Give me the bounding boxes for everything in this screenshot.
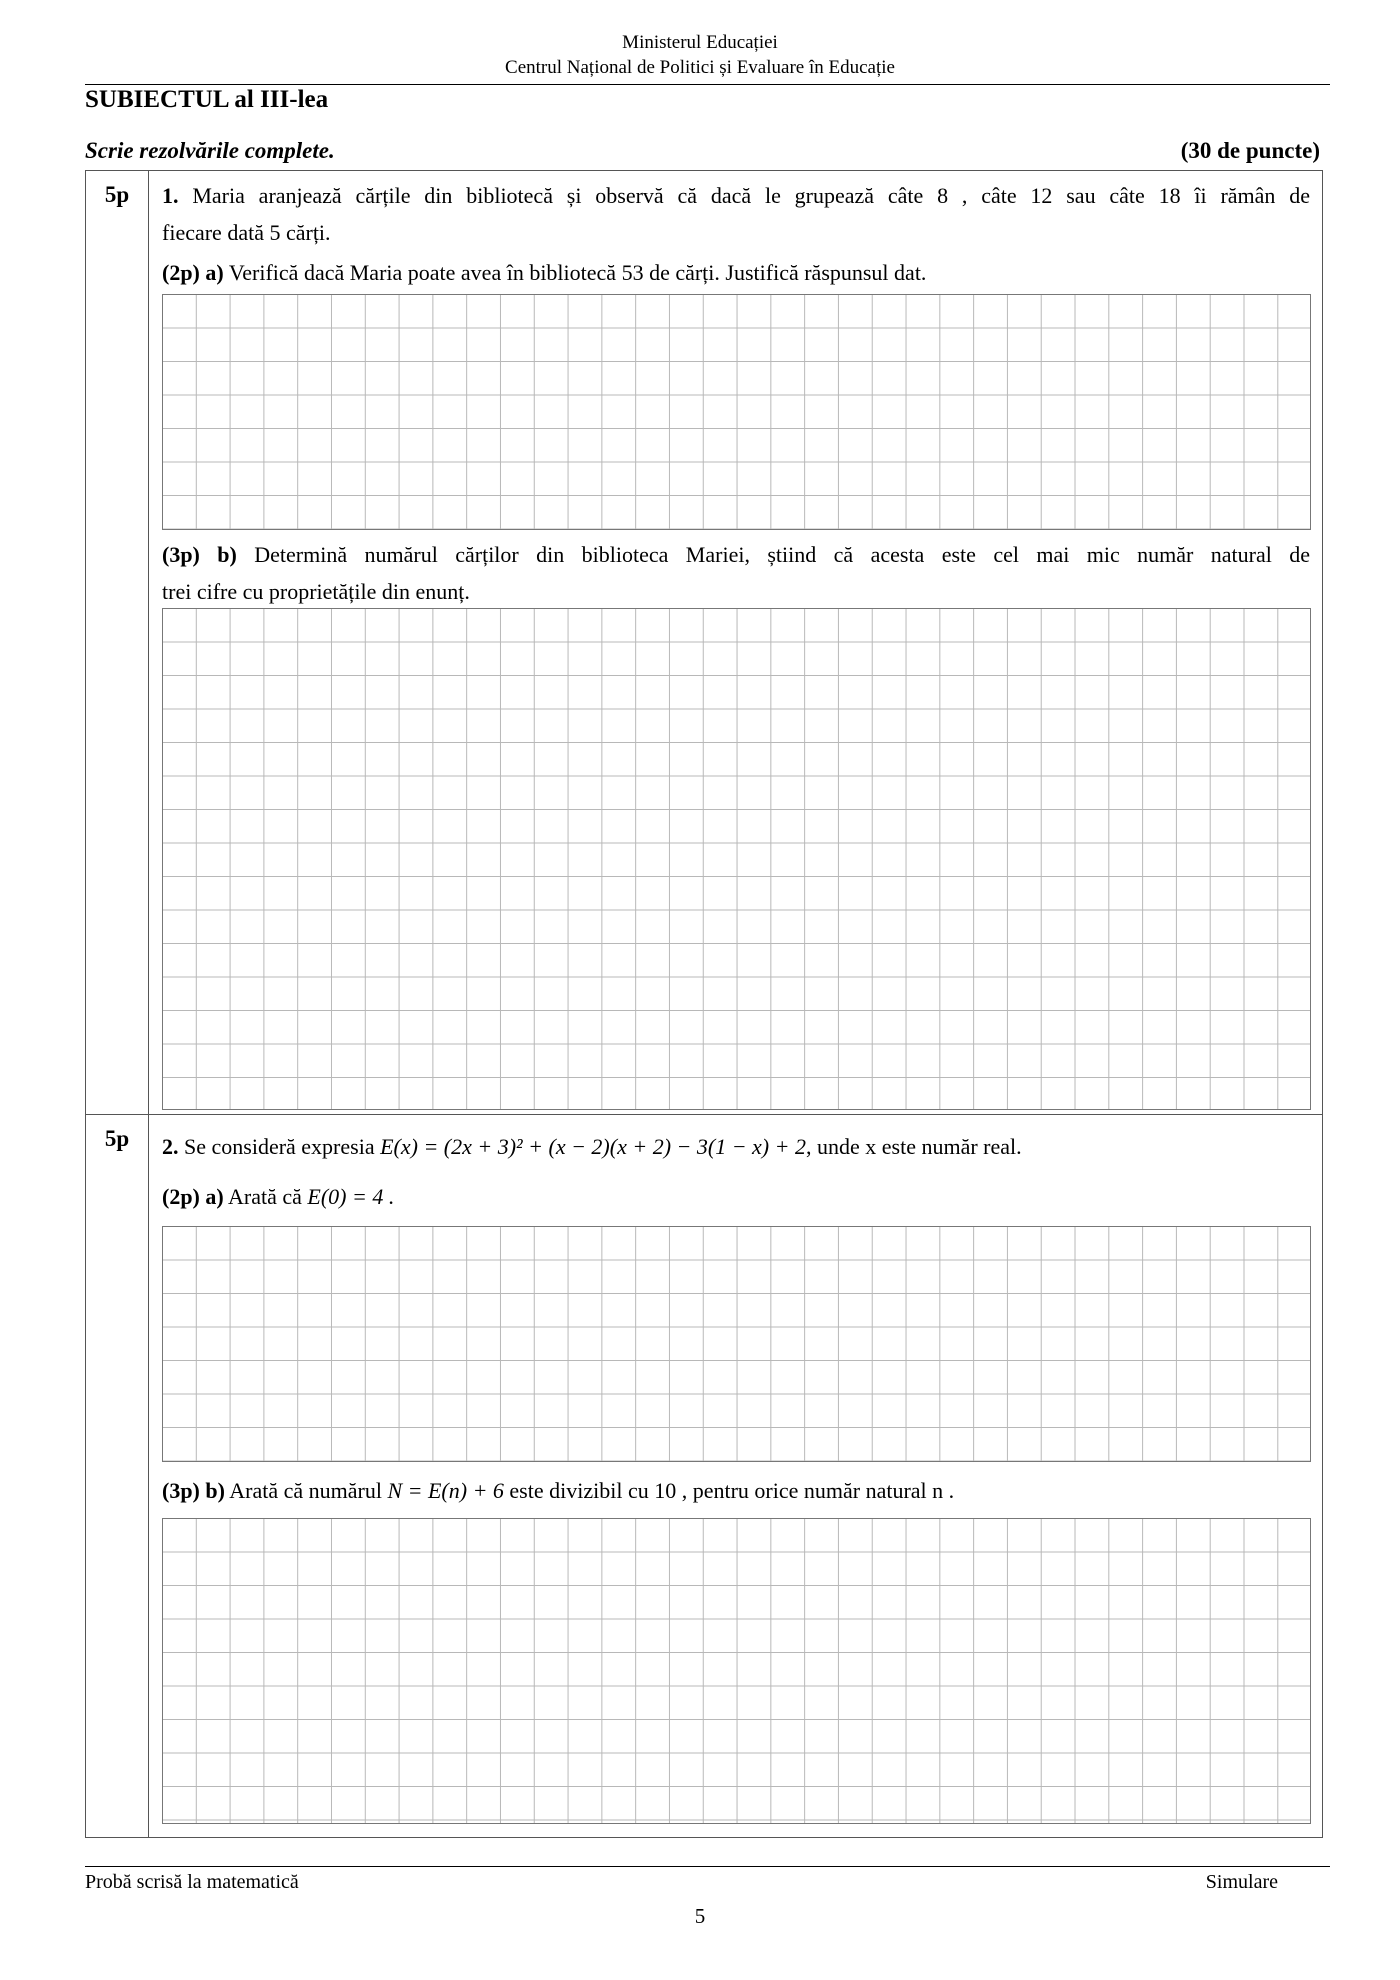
problem-2b-letter: b) <box>205 1478 225 1503</box>
problem-2b-statement-prefix: Arată că numărul <box>229 1478 382 1503</box>
answer-grid-1b[interactable] <box>162 608 1311 1110</box>
problem-1a-statement: Verifică dacă Maria poate avea în bibliotecă 53 de cărți. Justifică răspunsul dat. <box>228 260 927 285</box>
problem-1a-text <box>162 254 1310 291</box>
answer-grid-2a[interactable] <box>162 1226 1311 1462</box>
footer-exam-type: Simulare <box>1205 1871 1278 1893</box>
problem-1b-statement: Determină numărul cărților din biblioteca Mariei, știind că acesta este cel mai mic număr natural de <box>254 542 1310 567</box>
problem-2a-formula: E(0) = 4 . <box>307 1184 395 1209</box>
problem-1b-text-line1 <box>162 536 1310 573</box>
answer-grid-1a[interactable] <box>162 294 1311 530</box>
problem-1-statement-text: Maria aranjează cărțile din bibliotecă și observă că dacă le grupează câte 8 , câte 12 sau câte 18 îi rămân de <box>192 183 1311 208</box>
problem-1b-letter: b) <box>217 542 237 567</box>
problem-2b-statement-suffix: este divizibil cu 10 , pentru orice număr natural n . <box>509 1478 955 1503</box>
footer-exam-name: Probă scrisă la matematică <box>85 1871 299 1893</box>
problem-2b-formula: N = E(n) + 6 <box>387 1478 504 1503</box>
problem-1-statement-line2: fiecare dată 5 cărți. <box>162 220 331 245</box>
ministry-name: Ministerul Educației <box>622 32 778 53</box>
problem-1a-letter: a) <box>205 260 224 285</box>
footer-divider <box>85 1866 1330 1867</box>
page-number: 5 <box>694 1904 706 1928</box>
total-points: (30 de puncte) <box>1180 138 1320 163</box>
problem-2-points: 5p <box>104 1126 130 1151</box>
answer-grid-2b[interactable] <box>162 1518 1311 1824</box>
problem-1-statement-line1 <box>162 177 1310 214</box>
problem-2-expression: E(x) = (2x + 3)² + (x − 2)(x + 2) − 3(1 − x) + 2 <box>380 1134 806 1159</box>
instructions: Scrie rezolvările complete. <box>85 138 335 163</box>
problem-2-number: 2. <box>162 1134 179 1159</box>
header-divider <box>85 84 1330 85</box>
problem-2a-letter: a) <box>205 1184 224 1209</box>
problem-2a-statement: Arată că <box>228 1184 302 1209</box>
problem-1a-points: (2p) <box>162 260 200 285</box>
problem-2-statement-prefix: Se consideră expresia <box>184 1134 375 1159</box>
problem-2a-text <box>162 1178 1310 1215</box>
center-name: Centrul Național de Politici și Evaluare în Educație <box>505 57 895 78</box>
problem-2a-points: (2p) <box>162 1184 200 1209</box>
problem-1-number: 1. <box>162 183 179 208</box>
page-header <box>0 30 1400 80</box>
points-column-divider <box>148 170 149 1838</box>
problem-row-divider <box>85 1114 1323 1115</box>
subject-title: SUBIECTUL al III-lea <box>85 86 329 113</box>
problem-2b-points: (3p) <box>162 1478 200 1503</box>
problem-1b-points: (3p) <box>162 542 200 567</box>
problem-1b-text-line2: trei cifre cu proprietățile din enunț. <box>162 579 470 604</box>
problem-2-statement-suffix: , unde x este număr real. <box>805 1134 1022 1159</box>
problem-2-statement <box>162 1128 1310 1165</box>
problem-2b-text <box>162 1472 1310 1509</box>
problem-1-points: 5p <box>104 182 130 207</box>
